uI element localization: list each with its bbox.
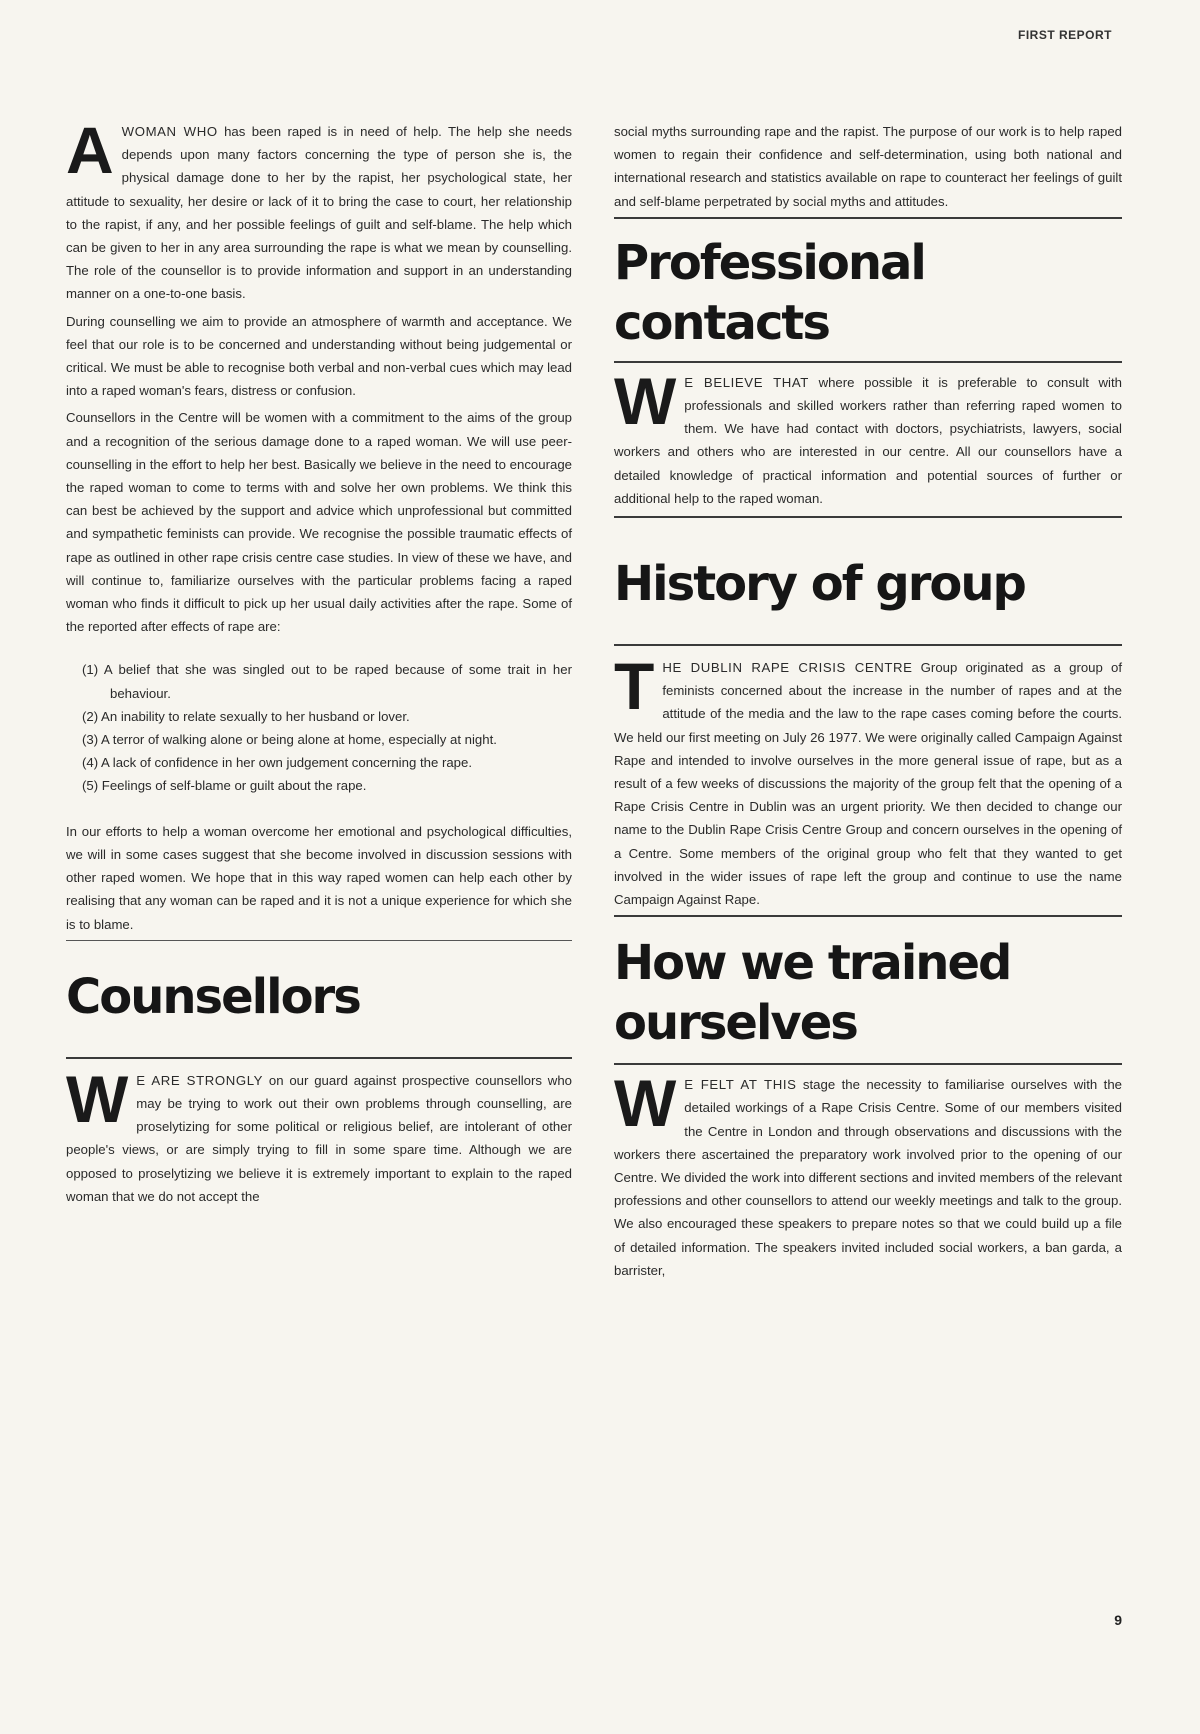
divider [66, 940, 572, 941]
lead-in: E FELT AT THIS [684, 1077, 797, 1093]
lead-in: E BELIEVE THAT [684, 374, 809, 390]
left-column [66, 113, 572, 1212]
divider [614, 361, 1122, 363]
list-item: (5) Feelings of self-blame or guilt about the rape. [82, 778, 367, 794]
right-column [614, 120, 1122, 1286]
drop-cap: W [614, 363, 677, 438]
list-item: (2) An inability to relate sexually to her husband or lover. [82, 708, 410, 724]
section-heading-history: History of group [614, 556, 1025, 613]
section-heading-training [614, 933, 1122, 1053]
running-head: FIRST REPORT [1017, 28, 1112, 42]
drop-cap: T [614, 649, 655, 724]
paragraph-text: has been raped is in need of help. The help she needs depends upon many factors concerning the type of person she is, the physical damage done to her by the rapist, her psychological state, her attitude to sexuality, her desire or lack of it to bring the case to court, her relationship to the rapist, if any, and her possible feelings of guilt and self-blame. The help which can be given to her in any area surrounding the rape is what we mean by counselling. The role of the counsellor is to provide information and support in an understanding manner on a one-to-one basis. [66, 124, 572, 302]
drop-cap: W [66, 1061, 129, 1136]
professional-contacts-paragraph [614, 363, 1122, 510]
counsellors-paragraph [66, 1061, 572, 1208]
divider [614, 915, 1122, 917]
divider [614, 516, 1122, 518]
intro-paragraph [66, 113, 572, 306]
heading-line: Professional [614, 234, 925, 291]
training-paragraph [614, 1066, 1122, 1282]
divider [614, 217, 1122, 219]
paragraph-text: stage the necessity to familiarise ourselves with the detailed workings of a Rape Crisis Centre. Some of our members visited the Centre in London and through observations and discussions with the workers there ascertained the preparatory work involved prior to the opening of our Centre. We divided the work into different sections and invited members of the relevant professions and other counsellors to attend our weekly meetings and talk to the group. We also encouraged these speakers to prepare notes so that we could build up a file of detailed information. The speakers invited included social workers, a ban garda, a barrister, [614, 1077, 1122, 1278]
heading-line: contacts [614, 294, 829, 351]
lead-in: WOMAN WHO [121, 124, 218, 139]
divider [614, 644, 1122, 646]
heading-line: ourselves [614, 995, 857, 1052]
list-item: (1) A belief that she was singled out to be raped because of some trait in her behaviour. [82, 662, 572, 701]
heading-line: How we trained [614, 935, 1011, 992]
history-paragraph [614, 649, 1122, 911]
page-number: 9 [1114, 1612, 1122, 1628]
list-item: (4) A lack of confidence in her own judgement concerning the rape. [82, 755, 473, 771]
paragraph-text: where possible it is preferable to consult with professionals and skilled workers rather than referring raped women to them. We have had contact with doctors, psychiatrists, lawyers, social workers and others who are interested in our centre. All our counsellors have a detailed knowledge of practical information and potential sources of further or additional help to the raped woman. [614, 374, 1122, 506]
paragraph-text: Group originated as a group of feminists concerned about the increase in the number of rapes and at the attitude of the media and the law to the rape cases coming before the courts. We held our first meeting on July 26 1977. We were originally called Campaign Against Rape and intended to involve ourselves in the more general issue of rape, but as a result of a few weeks of discussions the majority of the group felt that the opening of a Rape Crisis Centre in Dublin was an urgent priority. We then decided to change our name to the Dublin Rape Crisis Centre Group and concern ourselves in the opening of a Centre. Some members of the original group who felt that they wanted to get involved in the wider issues of rape left the group and continue to use the name Campaign Against Rape. [614, 660, 1122, 908]
body-paragraph: social myths surrounding rape and the rapist. The purpose of our work is to help raped women to regain their confidence and self-determination, using both national and international research and statistics available on rape to counteract her feelings of guilt and self-blame perpetrated by social myths and attitudes. [614, 124, 1122, 209]
divider [614, 1063, 1122, 1065]
divider [66, 1057, 572, 1059]
list-item: (3) A terror of walking alone or being alone at home, especially at night. [82, 732, 497, 748]
lead-in: E ARE STRONGLY [136, 1072, 264, 1088]
section-heading-counsellors: Counsellors [66, 968, 360, 1025]
drop-cap: A [66, 113, 114, 187]
body-paragraph: During counselling we aim to provide an atmosphere of warmth and acceptance. We feel that our role is to be concerned and understanding without being judgemental or critical. We must be able to recognise both verbal and non-verbal cues which may lead into a raped woman's fears, distress or confusion. [66, 313, 572, 399]
body-paragraph: Counsellors in the Centre will be women with a commitment to the aims of the group and a recognition of the serious damage done to a raped woman. We will use peer-counselling in the effort to help her best. Basically we believe in the need to encourage the raped woman to come to terms with and solve her own problems. We think this can best be achieved by the support and advice which unprofessional but committed and sympathetic feminists can provide. We recognise the possible traumatic effects of rape as outlined in other rape crisis centre case studies. In view of these we have, and will continue to, familiarize ourselves with the particular problems facing a raped woman who finds it difficult to pick up her usual daily activities after the rape. Some of the reported after effects of rape are: [66, 410, 572, 635]
lead-in: HE DUBLIN RAPE CRISIS CENTRE [662, 660, 913, 676]
section-heading-professional-contacts [614, 233, 1122, 353]
paragraph-text: on our guard against prospective counsellors who may be trying to work out their own problems through counselling, are proselytizing for some political or religious belief, are intolerant of other people's views, or are simply trying to fill in some spare time. Although we are opposed to proselytizing we believe it is extremely important to explain to the raped woman that we do not accept the [66, 1072, 572, 1204]
effects-list [66, 658, 572, 797]
drop-cap: W [614, 1066, 677, 1141]
body-paragraph: In our efforts to help a woman overcome her emotional and psychological difficulties, we will in some cases suggest that she become involved in discussion sessions with other raped women. We hope that in this way raped women can help each other by realising that any woman can be raped and it is not a unique experience for which she is to blame. [66, 823, 572, 932]
